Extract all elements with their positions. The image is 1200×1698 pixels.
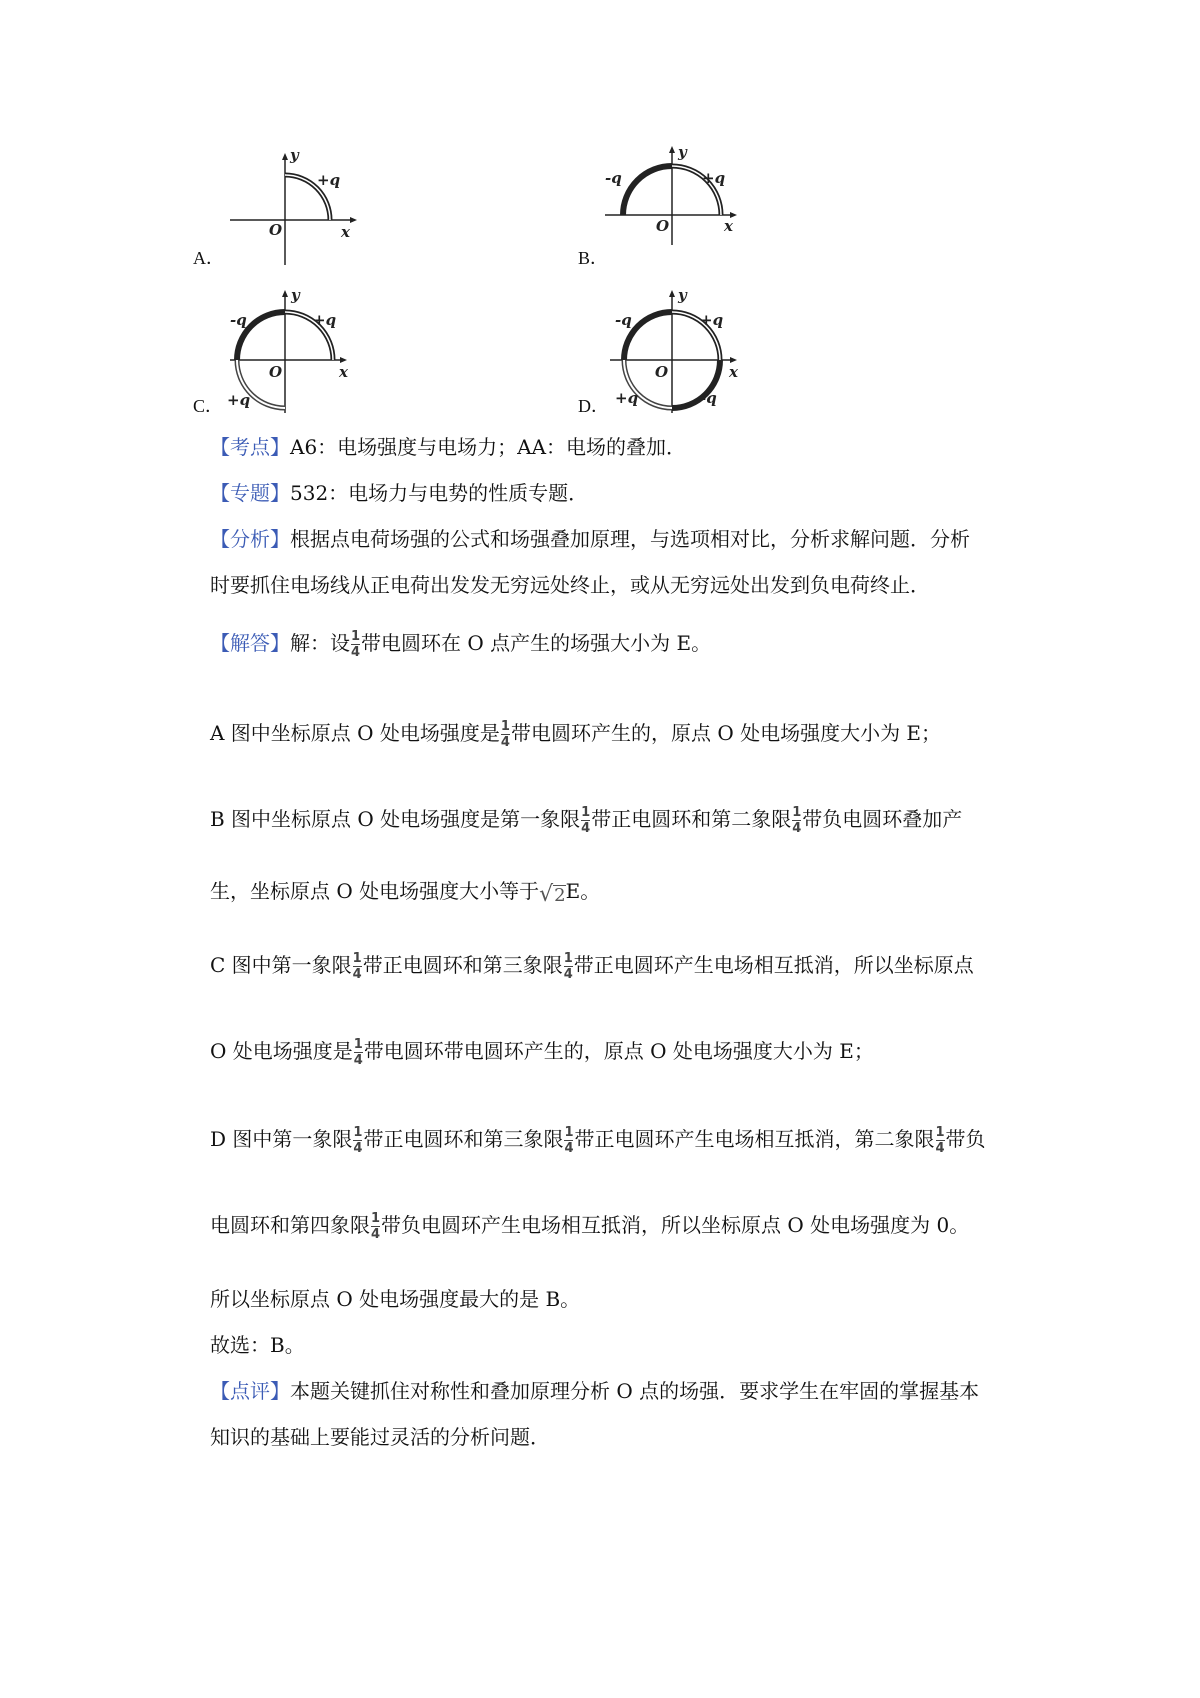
charge-label-neg: -q <box>605 169 622 187</box>
fraction-one-quarter: $\frac{1}{4}$ <box>353 1037 363 1068</box>
dianping-line-1 <box>210 1376 979 1406</box>
charge-label-neg: -q <box>230 311 247 329</box>
solution-d-mid2: 带正电圆环产生电场相互抵消，第二象限 <box>574 1127 935 1151</box>
option-c-letter: C． <box>193 396 224 416</box>
charge-label-pos: +q <box>700 311 724 329</box>
solution-c-line-2 <box>210 1036 874 1067</box>
y-axis-label: y <box>678 145 687 161</box>
y-axis-label: y <box>678 286 687 304</box>
charge-label: +q <box>317 171 341 189</box>
charge-label-pos: +q <box>702 169 726 187</box>
option-a-letter: A． <box>193 248 224 268</box>
jieda-line <box>210 628 711 659</box>
solution-b-post: 带负电圆环叠加产 <box>802 807 963 831</box>
solution-d-line-2 <box>210 1210 969 1241</box>
kaodian-text: A6：电场强度与电场力；AA：电场的叠加． <box>290 435 687 459</box>
solution-a-line <box>210 718 941 749</box>
answer-line <box>210 1330 305 1360</box>
option-b-letter: B． <box>578 248 609 268</box>
kaodian-tag: 【考点】 <box>210 435 290 459</box>
dianping-text-1: 本题关键抓住对称性和叠加原理分析 O 点的场强．要求学生在牢固的掌握基本 <box>290 1379 980 1403</box>
y-axis-label: y <box>291 286 300 304</box>
solution-d-mid1: 带正电圆环和第三象限 <box>363 1127 564 1151</box>
origin-label: O <box>269 221 283 239</box>
solution-b-line-1 <box>210 804 962 835</box>
answer-text: 故选：B。 <box>210 1333 305 1357</box>
dianping-tag: 【点评】 <box>210 1379 290 1403</box>
fenxi-line-1 <box>210 524 970 554</box>
sqrt-two: √ 2 <box>539 882 566 907</box>
zhuanti-tag: 【专题】 <box>210 481 290 505</box>
fraction-one-quarter: $\frac{1}{4}$ <box>564 1125 574 1156</box>
dianping-text-2: 知识的基础上要能过灵活的分析问题． <box>210 1425 550 1449</box>
solution-d-pre: D 图中第一象限 <box>210 1127 353 1151</box>
zhuanti-text: 532：电场力与电势的性质专题． <box>290 481 589 505</box>
solution-d-post: 带负 <box>945 1127 986 1151</box>
solution-b-mid: 带正电圆环和第二象限 <box>591 807 792 831</box>
figure-b <box>600 145 750 270</box>
fraction-one-quarter: $\frac{1}{4}$ <box>563 951 573 982</box>
conclusion-text: 所以坐标原点 O 处电场强度最大的是 B。 <box>210 1287 581 1311</box>
solution-c-line-1 <box>210 950 974 981</box>
fraction-one-quarter: $\frac{1}{4}$ <box>935 1125 945 1156</box>
origin-label: O <box>656 217 670 235</box>
charge-label-pos: +q <box>313 311 337 329</box>
x-axis-label: x <box>339 363 348 381</box>
conclusion-line <box>210 1284 580 1314</box>
solution-b-pre: B 图中坐标原点 O 处电场强度是第一象限 <box>210 807 581 831</box>
jieda-post: 带电圆环在 O 点产生的场强大小为 E。 <box>361 631 712 655</box>
option-d-letter: D． <box>578 396 609 416</box>
charge-label-pos-3: +q <box>615 389 639 407</box>
fraction-one-quarter: $\frac{1}{4}$ <box>352 951 362 982</box>
x-axis-label: x <box>729 363 738 381</box>
fenxi-text-2: 时要抓住电场线从正电荷出发发无穷远处终止，或从无穷远处出发到负电荷终止． <box>210 573 930 597</box>
kaodian-line <box>210 432 686 462</box>
jieda-pre: 解：设 <box>290 631 350 655</box>
figure-d <box>605 285 755 415</box>
fenxi-tag: 【分析】 <box>210 527 290 551</box>
origin-label: O <box>269 363 283 381</box>
solution-b-line2-post: E。 <box>565 879 601 903</box>
fraction-one-quarter: $\frac{1}{4}$ <box>581 805 591 836</box>
solution-d-line2-post: 带负电圆环产生电场相互抵消，所以坐标原点 O 处电场强度为 0。 <box>381 1213 970 1237</box>
solution-d-line-1 <box>210 1124 986 1155</box>
solution-c-post: 带正电圆环产生电场相互抵消，所以坐标原点 <box>573 953 974 977</box>
zhuanti-line <box>210 478 588 508</box>
solution-b-line2-pre: 生，坐标原点 O 处电场强度大小等于 <box>210 879 540 903</box>
solution-c-pre: C 图中第一象限 <box>210 953 352 977</box>
charge-label-neg: -q <box>615 311 632 329</box>
solution-a-pre: A 图中坐标原点 O 处电场强度是 <box>210 721 500 745</box>
fraction-one-quarter: $\frac{1}{4}$ <box>353 1125 363 1156</box>
fenxi-line-2 <box>210 570 930 600</box>
solution-b-line-2 <box>210 876 600 906</box>
fraction-one-quarter: $\frac{1}{4}$ <box>371 1211 381 1242</box>
y-axis-label: y <box>290 146 299 164</box>
charge-label-pos-3: +q <box>227 391 251 409</box>
figure-c <box>225 285 385 415</box>
x-axis-label: x <box>341 223 350 241</box>
fraction-one-quarter: $\frac{1}{4}$ <box>351 629 361 660</box>
x-axis-label: x <box>724 217 733 235</box>
dianping-line-2 <box>210 1422 550 1452</box>
figure-a <box>225 145 385 270</box>
fraction-one-quarter: $\frac{1}{4}$ <box>792 805 802 836</box>
origin-label: O <box>655 363 669 381</box>
charge-label-neg-4: -q <box>700 389 717 407</box>
jieda-tag: 【解答】 <box>210 631 290 655</box>
fenxi-text-1: 根据点电荷场强的公式和场强叠加原理，与选项相对比，分析求解问题．分析 <box>290 527 970 551</box>
solution-c-line2-pre: O 处电场强度是 <box>210 1039 353 1063</box>
fraction-one-quarter: $\frac{1}{4}$ <box>500 719 510 750</box>
solution-c-line2-post: 带电圆环带电圆环产生的，原点 O 处电场强度大小为 E； <box>363 1039 874 1063</box>
solution-d-line2-pre: 电圆环和第四象限 <box>210 1213 370 1237</box>
solution-c-mid: 带正电圆环和第三象限 <box>362 953 563 977</box>
solution-a-post: 带电圆环产生的，原点 O 处电场强度大小为 E； <box>510 721 942 745</box>
